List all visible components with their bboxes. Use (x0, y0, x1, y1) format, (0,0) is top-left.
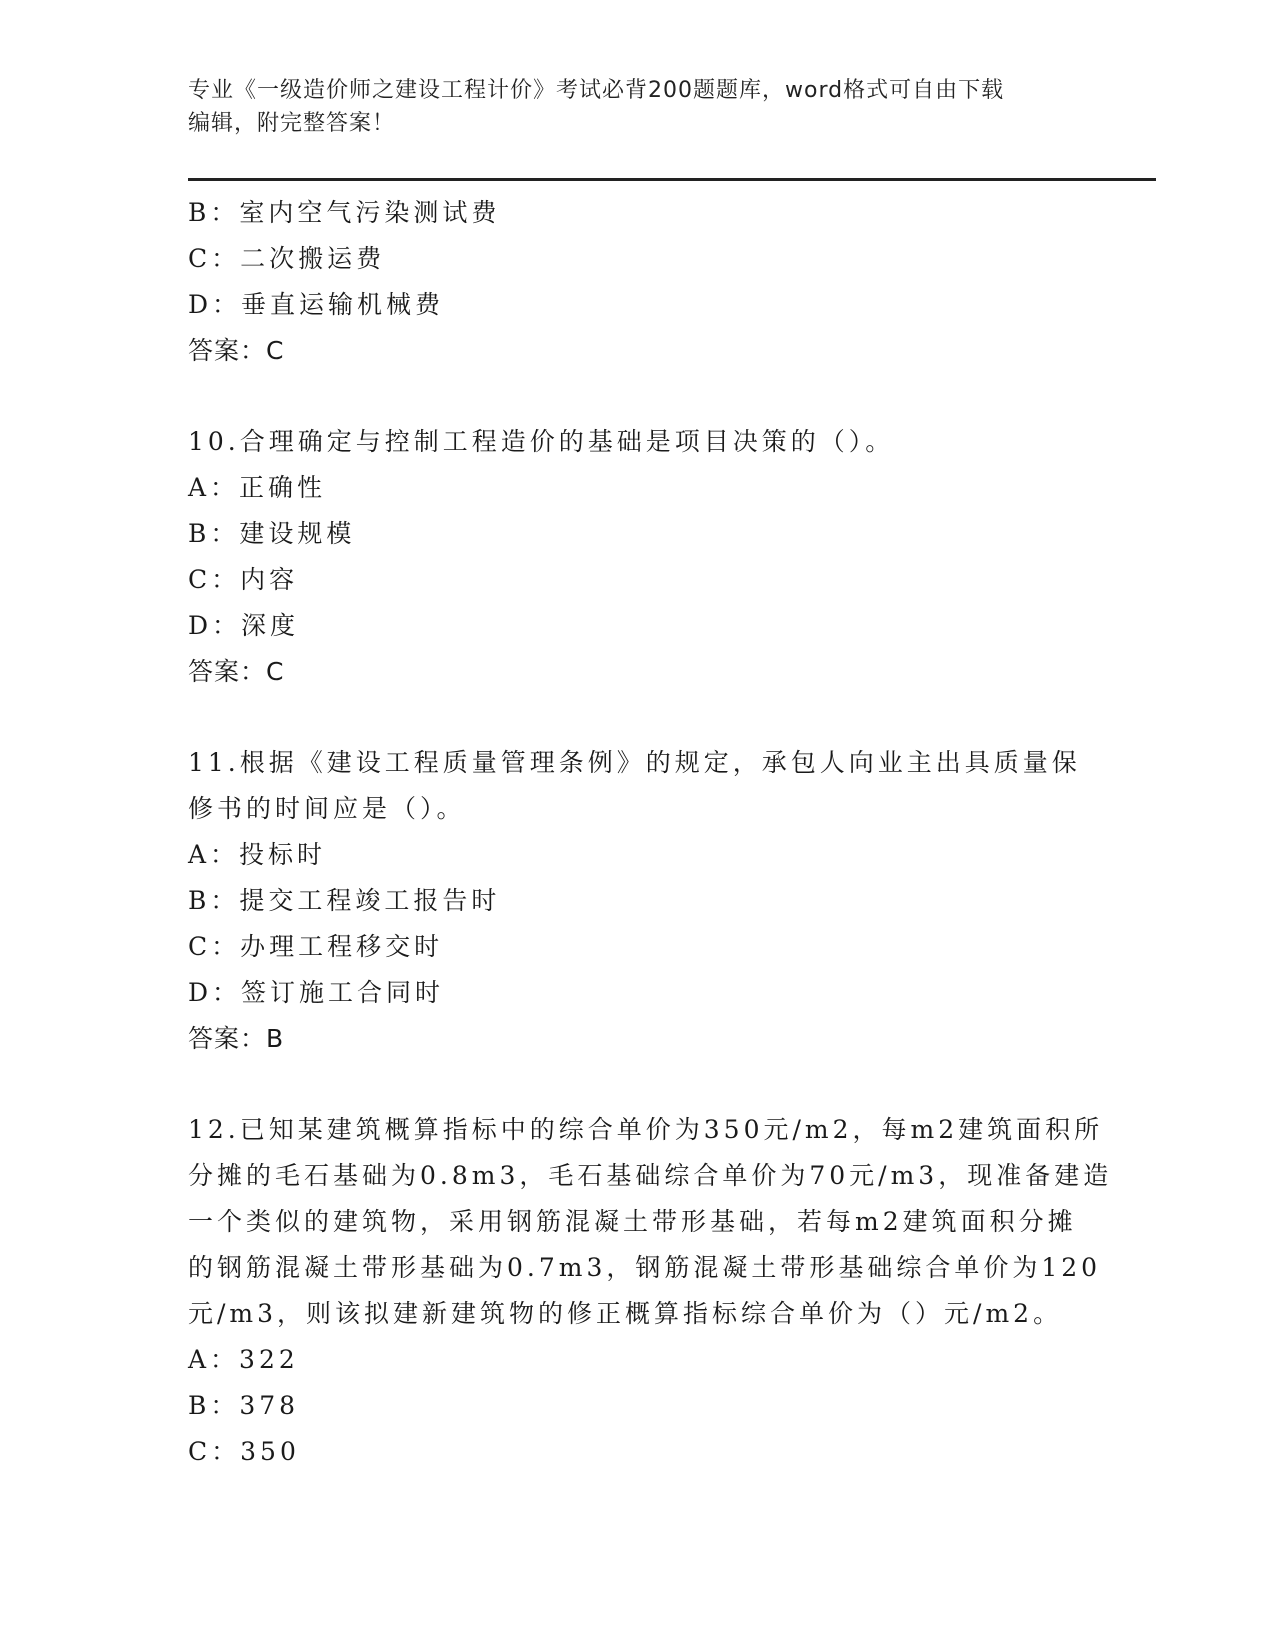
question-12 (188, 1107, 1113, 1475)
option-b: B：室内空气污染测试费 (188, 198, 501, 227)
question-list (188, 190, 1113, 1475)
question-stem-line-1: 11.根据《建设工程质量管理条例》的规定，承包人向业主出具质量保 (188, 748, 1081, 777)
header-line-1: 专业《一级造价师之建设工程计价》考试必背200题题库，word格式可自由下载 (188, 78, 1005, 103)
option-d: D：深度 (188, 611, 300, 640)
question-stem-line-4: 的钢筋混凝土带形基础为0.7m3，钢筋混凝土带形基础综合单价为120 (188, 1253, 1102, 1282)
question-stem-line-5: 元/m3，则该拟建新建筑物的修正概算指标综合单价为（）元/m2。 (188, 1299, 1063, 1328)
option-c: C：办理工程移交时 (188, 932, 444, 961)
answer-line: 答案：B (188, 1024, 285, 1053)
option-a: A：投标时 (188, 840, 327, 869)
answer-line: 答案：C (188, 336, 285, 365)
question-stem-line-3: 一个类似的建筑物，采用钢筋混凝土带形基础，若每m2建筑面积分摊 (188, 1207, 1077, 1236)
option-b: B：提交工程竣工报告时 (188, 886, 501, 915)
question-11 (188, 740, 1088, 1062)
document-header (188, 74, 1088, 140)
option-c: C：内容 (188, 565, 299, 594)
option-a: A：322 (188, 1345, 299, 1374)
option-c: C：350 (188, 1437, 300, 1466)
question-stem-line-2: 修书的时间应是（）。 (188, 794, 466, 823)
header-divider (188, 178, 1156, 181)
header-line-2: 编辑，附完整答案！ (188, 111, 396, 136)
question-10 (188, 419, 1088, 695)
option-c: C：二次搬运费 (188, 244, 386, 273)
option-d: D：签订施工合同时 (188, 978, 445, 1007)
question-9-tail (188, 190, 1088, 374)
option-b: B：建设规模 (188, 519, 356, 548)
option-b: B：378 (188, 1391, 300, 1420)
question-stem-line-2: 分摊的毛石基础为0.8m3，毛石基础综合单价为70元/m3，现准备建造 (188, 1161, 1113, 1190)
question-stem: 10.合理确定与控制工程造价的基础是项目决策的（）。 (188, 427, 895, 456)
answer-line: 答案：C (188, 657, 285, 686)
option-d: D：垂直运输机械费 (188, 290, 445, 319)
option-a: A：正确性 (188, 473, 327, 502)
question-stem-line-1: 12.已知某建筑概算指标中的综合单价为350元/m2，每m2建筑面积所 (188, 1115, 1104, 1144)
